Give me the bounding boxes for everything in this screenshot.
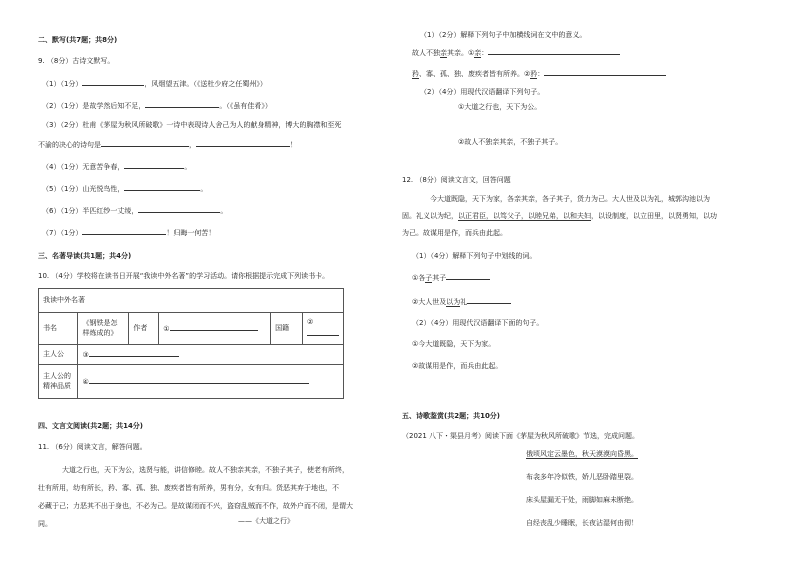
answer-blank[interactable] <box>138 205 220 213</box>
answer-blank[interactable] <box>124 161 184 169</box>
q9-stem: 9. （8分）古诗文默写。 <box>38 57 115 65</box>
card-label-author: 作者 <box>129 313 159 345</box>
poem-line-2: 布衾多年冷似铁，娇儿恶卧踏里裂。 <box>526 473 638 481</box>
p2-line-2: 固。礼义以为纪，以正君臣，以笃父子，以睦兄弟，以和夫妇，以设制度，以立田里，以贤勇知，以功 <box>402 212 717 220</box>
poem-line-3: 床头屋漏无干处，雨脚如麻未断绝。 <box>526 496 638 504</box>
card-country-field[interactable]: ② <box>303 313 344 345</box>
p2-line-1: 今大道既隐，天下为家，各亲其亲，各子其子，货力为己。大人世及以为礼，城郭沟池以为 <box>430 195 710 203</box>
section-2-title: 二、默写(共7题；共8分) <box>38 36 118 44</box>
q11-2: （2）（4分）用现代汉语翻译下列句子。 <box>420 88 545 96</box>
answer-blank[interactable] <box>82 227 166 235</box>
q9-4: （4）（1分）无意苦争春， 。 <box>42 163 192 171</box>
q9-7: （7）（1分） ！归晦一何苦！ <box>42 229 216 237</box>
q11-2b: ②故人不独亲其亲，不独子其子。 <box>458 138 563 146</box>
q9-5: （5）（1分）山光悦鸟性， 。 <box>42 185 208 193</box>
passage-line-2: 壮有所用，幼有所长，矜、寡、孤、独、废疾者皆有所养，男有分，女有归。货恶其弃于地也，不 <box>38 484 339 492</box>
card-author-field[interactable]: ① <box>159 313 271 345</box>
q11-1: （1）（2分）解释下列句子中加横线词在文中的意义。 <box>420 31 587 39</box>
answer-blank[interactable] <box>488 47 620 55</box>
answer-blank[interactable] <box>82 78 144 86</box>
passage-source: ——《大道之行》 <box>238 517 294 525</box>
q12-1: （1）（4分）解释下列句子中划线的词。 <box>412 252 537 260</box>
card-quality-field[interactable]: ④ <box>78 365 344 399</box>
q12-stem: 12. （8分）阅读文言文，回答问题 <box>402 176 511 184</box>
q12-1a: ①各子其子 <box>412 272 490 282</box>
passage-line-1: 大道之行也，天下为公，选贤与能，讲信修睦。故人不独亲其亲，不独子其子，使老有所终， <box>62 466 349 474</box>
q12-2a: ①今大道既隐，天下为家。 <box>412 340 496 348</box>
answer-blank[interactable] <box>446 272 490 280</box>
q11-1a: 故人不独亲其亲。①亲： <box>412 47 620 57</box>
section-3-title: 三、名著导读(共1题；共4分) <box>38 252 132 260</box>
answer-blank[interactable] <box>145 100 219 108</box>
q9-6: （6）（1分）半匹红纱一丈绫， 。 <box>42 207 228 215</box>
q12-2b: ②故谋用是作，而兵由此起。 <box>412 362 503 370</box>
q10-stem: 10. （4分）学校将在读书日开展“我读中外名著”的学习活动。请你根据提示完成下列读书卡。 <box>38 272 330 280</box>
answer-blank[interactable] <box>196 139 290 147</box>
answer-blank[interactable] <box>101 139 189 147</box>
q11-stem: 11. （6分）阅读文言，解答问题。 <box>38 443 147 451</box>
q11-2a: ①大道之行也，天下为公。 <box>458 103 542 111</box>
poem-line-4: 自经丧乱少睡眠，长夜沾湿何由彻！ <box>526 519 638 527</box>
p2-line-3: 为己。故谋用是作，而兵由此起。 <box>402 229 507 237</box>
card-label-hero: 主人公 <box>39 345 78 365</box>
card-label-quality: 主人公的 精神品质 <box>39 365 78 399</box>
poem-line-1: 俄顷风定云墨色，秋天漠漠向昏黑。 <box>526 450 638 458</box>
passage-line-4: 同。 <box>38 520 52 528</box>
q11-1b: 矜、寡、孤、独、废疾者皆有所养。②矜： <box>412 68 666 78</box>
section-5-title: 五、诗歌鉴赏(共2题；共10分) <box>402 412 501 420</box>
q9-3-line1: （3）（2分）杜甫《茅屋为秋风所破歌》一诗中表现诗人舍己为人的献身精神，博大的胸襟和至死 <box>42 121 342 129</box>
passage-line-3: 必藏于己；力恶其不出于身也，不必为己。是故谋闭而不兴，盗窃乱贼而不作，故外户而不闭，是谓大 <box>38 502 353 510</box>
answer-blank[interactable] <box>544 68 666 76</box>
card-hero-field[interactable]: ③ <box>78 345 344 365</box>
q9-2: （2）（1分）是故学然后知不足， 。（《虽有佳肴》） <box>42 102 272 110</box>
q9-3-line2: 不渝的决心的诗句是 ， ！ <box>38 141 297 149</box>
answer-blank[interactable] <box>124 183 200 191</box>
section-4-title: 四、文言文阅读(共2题；共14分) <box>38 422 144 430</box>
card-label-book: 书名 <box>39 313 78 345</box>
card-book-title: 《钢铁是怎 样炼成的》 <box>78 313 129 345</box>
q12-1b: ②大人世及以为礼 <box>412 296 511 306</box>
card-label-country: 国籍 <box>271 313 303 345</box>
answer-blank[interactable] <box>467 296 511 304</box>
q12-2: （2）（4分）用现代汉语翻译下面的句子。 <box>412 319 544 327</box>
q13-stem: （2021 八下・渠县月考）阅读下面《茅屋为秋风所破歌》节选，完成问题。 <box>402 432 640 440</box>
card-title: 我读中外名著 <box>39 289 344 313</box>
q9-1: （1）（1分） ，风烟望五津。（《送杜少府之任蜀州》） <box>42 80 267 88</box>
reading-card <box>38 288 344 399</box>
